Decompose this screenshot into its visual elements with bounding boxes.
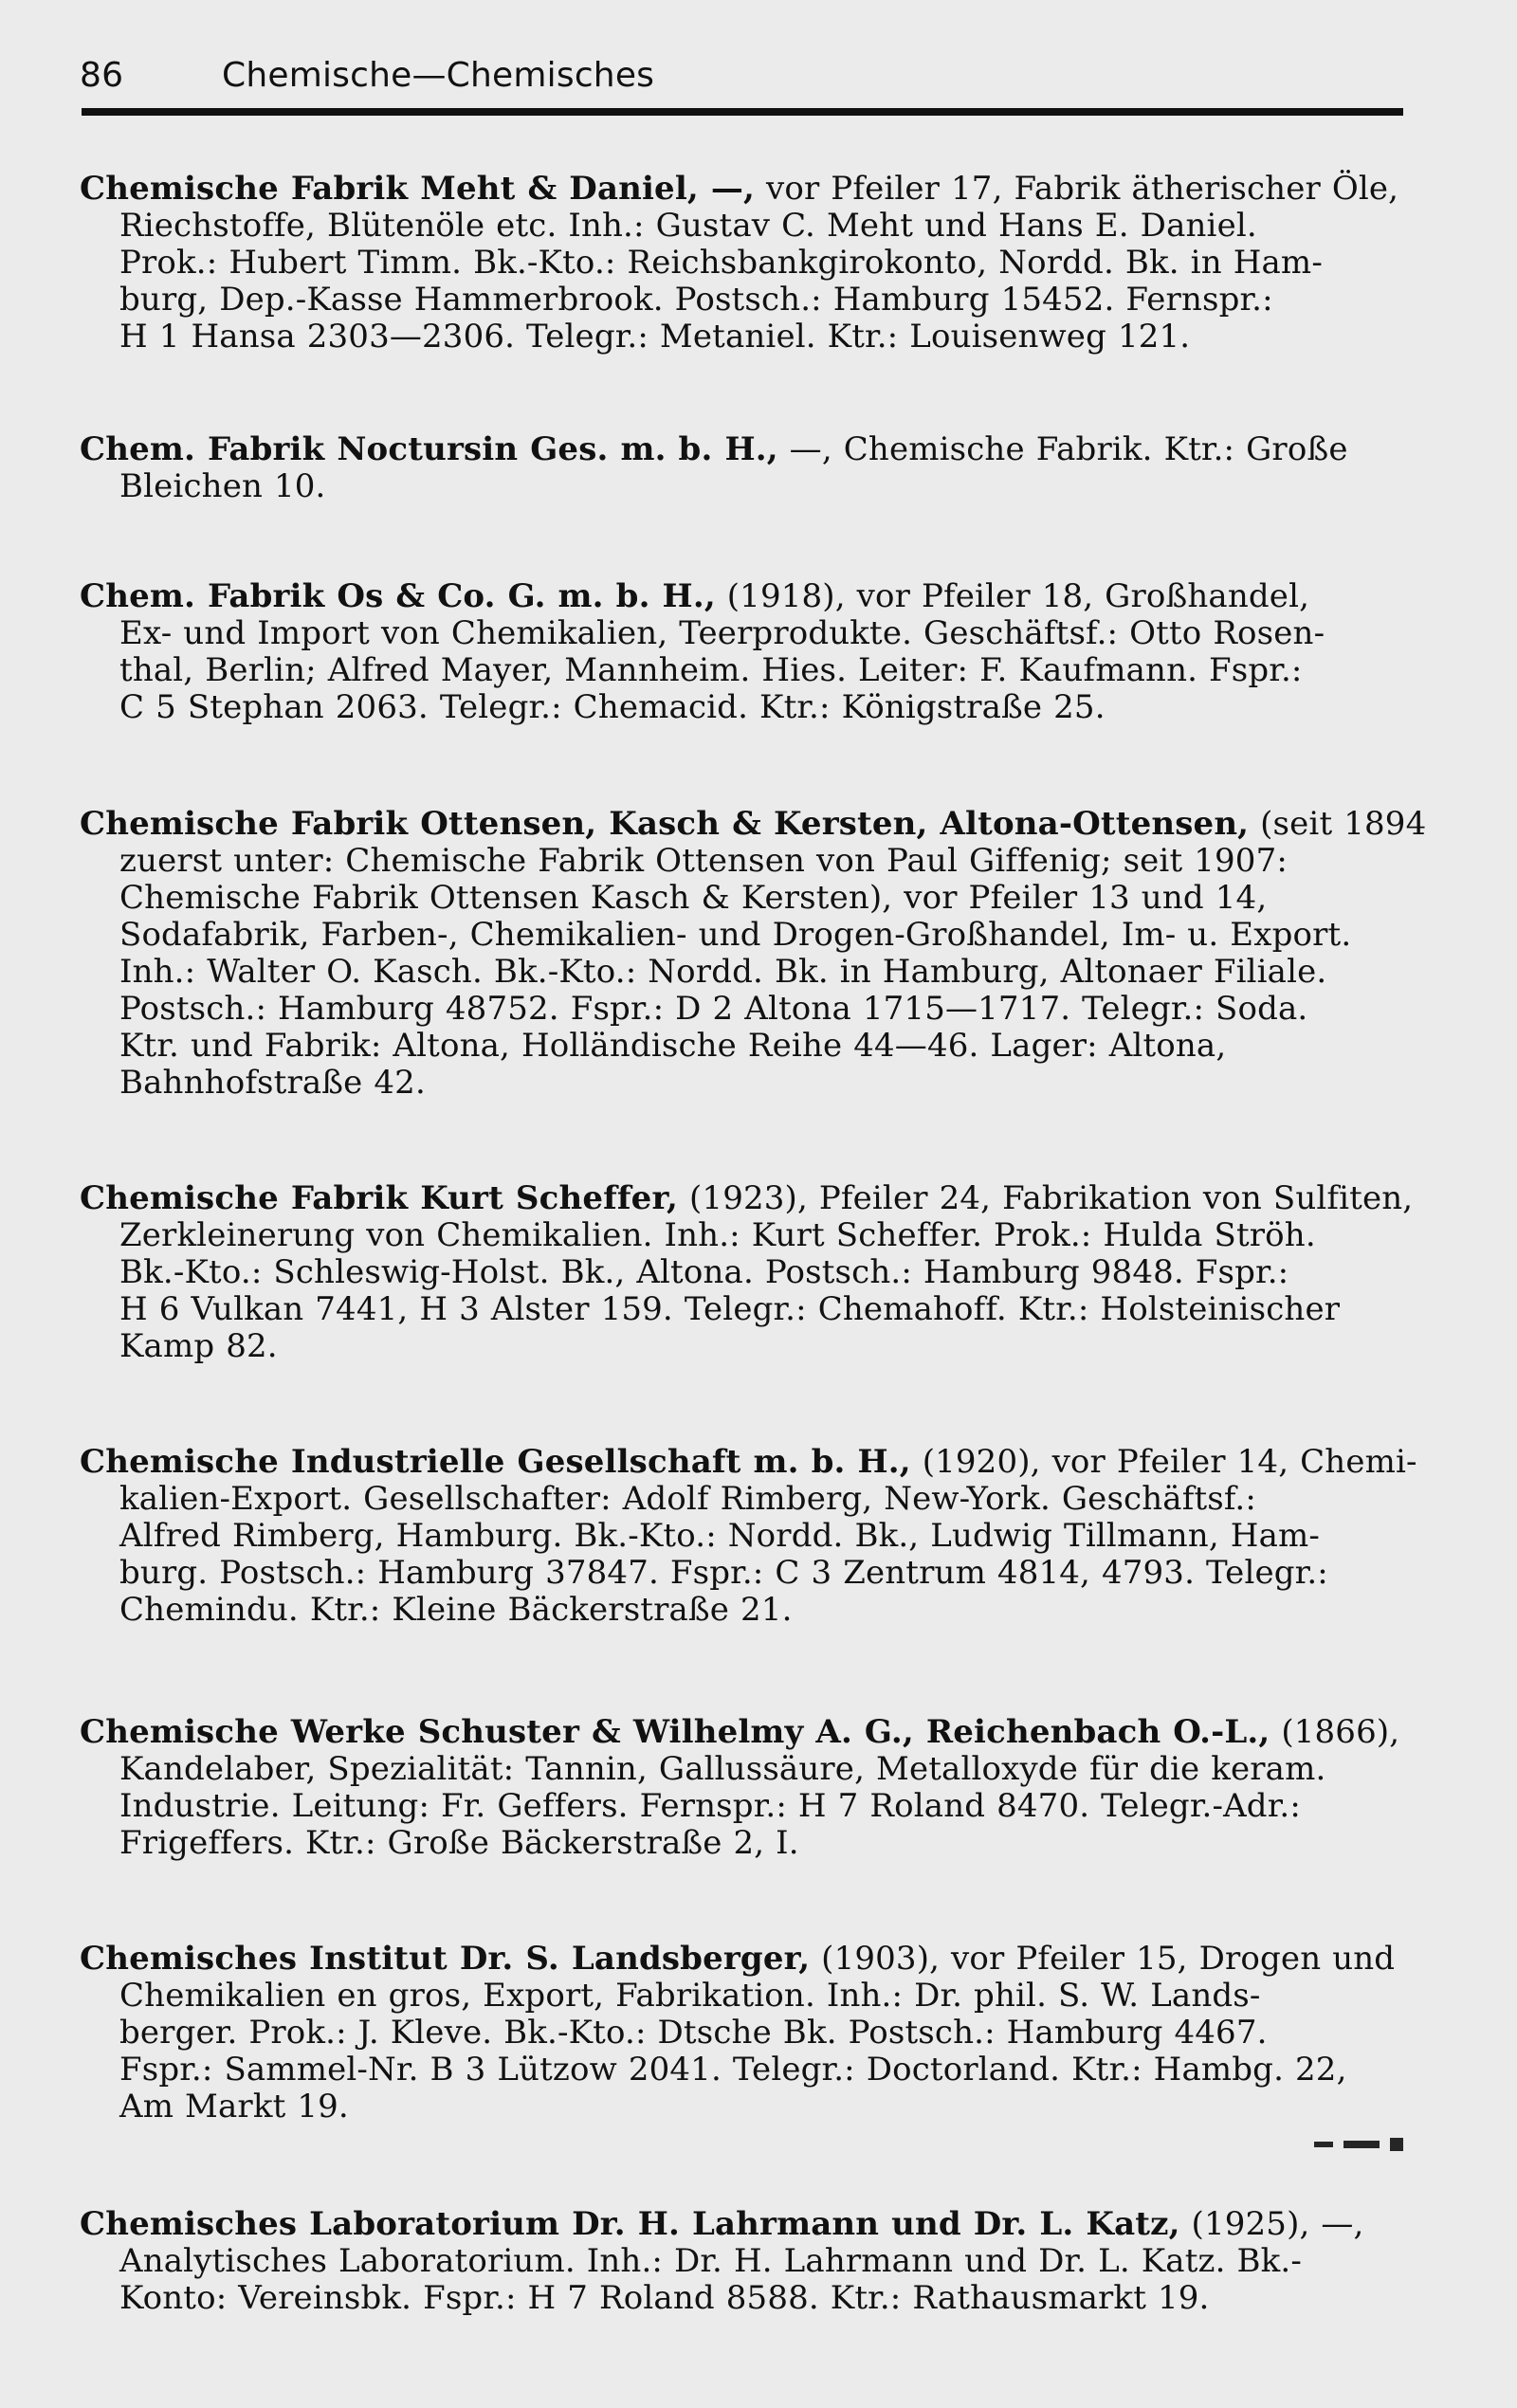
directory-entry <box>80 1941 1409 2125</box>
entry-line: burg, Dep.-Kasse Hammerbrook. Postsch.: Hamburg 15452. Fernspr.: <box>119 281 1273 319</box>
entry-text: —, Chemische Fabrik. Ktr.: Große <box>777 430 1348 468</box>
entry-line: Zerkleinerung von Chemikalien. Inh.: Kurt Scheffer. Prok.: Hulda Ströh. <box>119 1216 1316 1254</box>
directory-entry <box>80 431 1409 505</box>
entry-line: Analytisches Laboratorium. Inh.: Dr. H. Lahrmann und Dr. L. Katz. Bk.- <box>119 2242 1302 2280</box>
entry-title: Chem. Fabrik Noctursin Ges. m. b. H., <box>80 430 778 468</box>
print-mark-segment <box>1314 2142 1333 2147</box>
entry-text: (1918), vor Pfeiler 18, Großhandel, <box>715 577 1310 615</box>
directory-entry <box>80 1714 1409 1862</box>
entry-title: Chemische Werke Schuster & Wilhelmy A. G., Reichenbach O.-L., <box>80 1713 1270 1751</box>
entry-line: Bk.-Kto.: Schleswig-Holst. Bk., Altona. Postsch.: Hamburg 9848. Fspr.: <box>119 1253 1289 1291</box>
entry-line: Chemikalien en gros, Export, Fabrikation. Inh.: Dr. phil. S. W. Lands- <box>119 1977 1261 2015</box>
entry-first-line <box>80 578 1409 615</box>
entry-first-line <box>80 805 1427 843</box>
entry-title: Chemische Industrielle Gesellschaft m. b. H., <box>80 1443 911 1481</box>
print-mark-segment <box>1343 2141 1380 2148</box>
entry-line: Riechstoffe, Blütenöle etc. Inh.: Gustav C. Meht und Hans E. Daniel. <box>119 207 1257 245</box>
entry-title: Chemische Fabrik Kurt Scheffer, <box>80 1179 679 1217</box>
entry-line: Postsch.: Hamburg 48752. Fspr.: D 2 Altona 1715—1717. Telegr.: Soda. <box>119 990 1308 1028</box>
entry-line: H 6 Vulkan 7441, H 3 Alster 159. Telegr.: Chemahoff. Ktr.: Holsteinischer <box>119 1290 1341 1328</box>
entry-line: Chemindu. Ktr.: Kleine Bäckerstraße 21. <box>119 1591 793 1629</box>
entry-line: C 5 Stephan 2063. Telegr.: Chemacid. Ktr.: Königstraße 25. <box>119 688 1106 726</box>
entry-line: zuerst unter: Chemische Fabrik Ottensen von Paul Giffenig; seit 1907: <box>119 842 1288 880</box>
entry-first-line <box>80 2206 1409 2243</box>
entry-line: Prok.: Hubert Timm. Bk.-Kto.: Reichsbankgirokonto, Nordd. Bk. in Ham- <box>119 244 1323 282</box>
page-number: 86 <box>80 56 124 95</box>
entry-line: thal, Berlin; Alfred Mayer, Mannheim. Hies. Leiter: F. Kaufmann. Fspr.: <box>119 651 1303 689</box>
print-mark <box>1314 2135 1403 2154</box>
entry-text: (1866), <box>1270 1713 1400 1751</box>
directory-entry <box>80 578 1409 726</box>
entry-line: berger. Prok.: J. Kleve. Bk.-Kto.: Dtsche Bk. Postsch.: Hamburg 4467. <box>119 2014 1268 2052</box>
entry-line: Chemische Fabrik Ottensen Kasch & Kersten), vor Pfeiler 13 und 14, <box>119 879 1268 917</box>
directory-entry <box>80 171 1409 356</box>
entry-first-line <box>80 1714 1409 1751</box>
entry-text: (seit 1894 <box>1249 805 1427 843</box>
entry-line: Kandelaber, Spezialität: Tannin, Gallussäure, Metalloxyde für die keram. <box>119 1750 1326 1788</box>
entry-line: Industrie. Leitung: Fr. Geffers. Fernspr.: H 7 Roland 8470. Telegr.-Adr.: <box>119 1787 1301 1825</box>
entry-first-line <box>80 1941 1409 1978</box>
entry-line: Alfred Rimberg, Hamburg. Bk.-Kto.: Nordd. Bk., Ludwig Tillmann, Ham- <box>119 1517 1321 1555</box>
entry-text: (1923), Pfeiler 24, Fabrikation von Sulfiten, <box>678 1179 1414 1217</box>
entry-first-line <box>80 171 1409 208</box>
entry-line: Ex- und Import von Chemikalien, Teerprodukte. Geschäftsf.: Otto Rosen- <box>119 614 1325 652</box>
header-rule <box>82 108 1403 116</box>
entry-line: Konto: Vereinsbk. Fspr.: H 7 Roland 8588. Ktr.: Rathausmarkt 19. <box>119 2279 1210 2317</box>
entry-line: H 1 Hansa 2303—2306. Telegr.: Metaniel. Ktr.: Louisenweg 121. <box>119 318 1191 356</box>
entry-title: Chem. Fabrik Os & Co. G. m. b. H., <box>80 577 716 615</box>
running-head: Chemische—Chemisches <box>222 56 655 95</box>
directory-entry <box>80 1443 1417 1629</box>
entry-first-line <box>80 1443 1417 1481</box>
entry-title: Chemisches Laboratorium Dr. H. Lahrmann und Dr. L. Katz, <box>80 2205 1180 2243</box>
entry-line: Kamp 82. <box>119 1327 278 1365</box>
entry-text: (1920), vor Pfeiler 14, Chemi- <box>910 1443 1417 1481</box>
directory-entry <box>80 1179 1414 1365</box>
entry-first-line <box>80 1179 1414 1217</box>
page-header <box>80 47 1407 97</box>
entry-line: Bleichen 10. <box>119 467 326 505</box>
entry-line: Inh.: Walter O. Kasch. Bk.-Kto.: Nordd. Bk. in Hamburg, Altonaer Filiale. <box>119 953 1327 991</box>
entry-line: Bahnhofstraße 42. <box>119 1064 426 1102</box>
entry-line: Ktr. und Fabrik: Altona, Holländische Reihe 44—46. Lager: Altona, <box>119 1027 1227 1065</box>
entry-title: Chemisches Institut Dr. S. Landsberger, <box>80 1940 811 1978</box>
entry-line: Fspr.: Sammel-Nr. B 3 Lützow 2041. Telegr.: Doctorland. Ktr.: Hambg. 22, <box>119 2051 1347 2089</box>
entry-title: Chemische Fabrik Ottensen, Kasch & Kersten, Altona-Ottensen, <box>80 805 1250 843</box>
entry-first-line <box>80 431 1409 468</box>
entry-text: (1903), vor Pfeiler 15, Drogen und <box>810 1940 1396 1978</box>
entry-line: Am Markt 19. <box>119 2088 349 2125</box>
directory-entry <box>80 2206 1409 2317</box>
entry-line: Sodafabrik, Farben-, Chemikalien- und Drogen-Großhandel, Im- u. Export. <box>119 916 1352 954</box>
entry-text: (1925), —, <box>1179 2205 1364 2243</box>
entry-line: burg. Postsch.: Hamburg 37847. Fspr.: C 3 Zentrum 4814, 4793. Telegr.: <box>119 1554 1328 1592</box>
directory-entry <box>80 805 1427 1102</box>
entry-line: Frigeffers. Ktr.: Große Bäckerstraße 2, I. <box>119 1824 799 1862</box>
entry-line: kalien-Export. Gesellschafter: Adolf Rimberg, New-York. Geschäftsf.: <box>119 1480 1256 1518</box>
entry-title: Chemische Fabrik Meht & Daniel, —, <box>80 170 756 208</box>
entry-text: vor Pfeiler 17, Fabrik ätherischer Öle, <box>755 170 1399 208</box>
print-mark-segment <box>1390 2138 1403 2151</box>
